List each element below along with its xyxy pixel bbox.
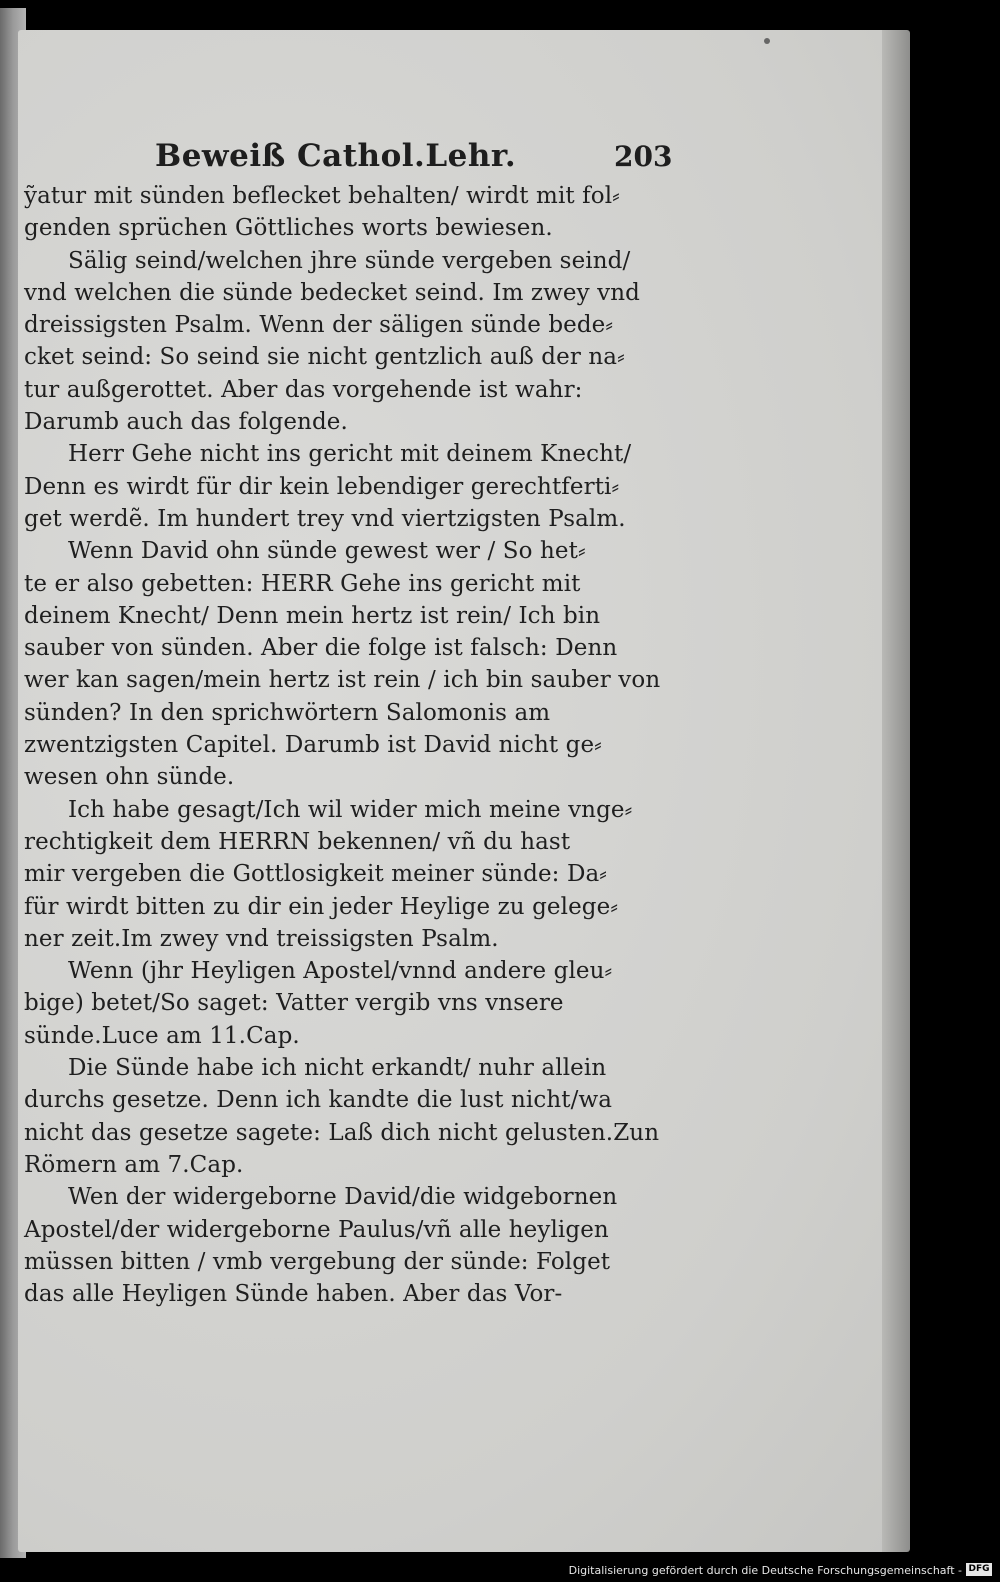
text-line: das alle Heyligen Sünde haben. Aber das Vor- [24,1281,563,1308]
text-line: Wen der widergeborne David/die widgebornen [68,1184,618,1211]
text-line: sünden? In den sprichwörtern Salomonis am [24,699,551,726]
text-line: Sälig seind/welchen jhre sünde vergeben seind/ [68,247,631,274]
text-line: ner zeit.Im zwey vnd treissigsten Psalm. [24,925,499,952]
text-line: ỹatur mit sünden beflecket behalten/ wirdt mit fol⸗ [24,183,620,209]
text-line: Ich habe gesagt/Ich wil wider mich meine vnge⸗ [68,796,633,823]
text-line: genden sprüchen Göttliches worts bewiesen. [24,215,553,242]
text-line: müssen bitten / vmb vergebung der sünde: Folget [24,1248,611,1275]
text-line: Apostel/der widergeborne Paulus/vñ alle heyligen [24,1216,609,1243]
text-line: sauber von sünden. Aber die folge ist falsch: Denn [24,635,618,662]
text-line: tur außgerottet. Aber das vorgehende ist wahr: [24,376,583,403]
text-line: cket seind: So seind sie nicht gentzlich auß der na⸗ [24,344,625,371]
text-line: nicht das gesetze sagete: Laß dich nicht gelusten.Zun [24,1119,660,1146]
text-line: te er also gebetten: HERR Gehe ins gericht mit [24,570,581,597]
text-line: Wenn (jhr Heyligen Apostel/vnnd andere gleu⸗ [68,958,613,985]
text-line: Denn es wirdt für dir kein lebendiger gerechtferti⸗ [24,473,620,500]
text-line: mir vergeben die Gottlosigkeit meiner sünde: Da⸗ [24,861,608,888]
body-text [24,180,684,1310]
text-line: Darumb auch das folgende. [24,409,348,436]
text-line: dreissigsten Psalm. Wenn der säligen sünde bede⸗ [24,312,614,339]
page-speck [764,38,770,44]
running-head: Beweiß Cathol.Lehr. [155,138,517,174]
text-line: durchs gesetze. Denn ich kandte die lust nicht/wa [24,1087,613,1114]
text-line: Römern am 7.Cap. [24,1151,244,1178]
text-line: wesen ohn sünde. [24,764,235,791]
text-line: zwentzigsten Capitel. Darumb ist David nicht ge⸗ [24,732,602,759]
text-line: deinem Knecht/ Denn mein hertz ist rein/ Ich bin [24,602,601,629]
text-line: bige) betet/So saget: Vatter vergib vns vnsere [24,990,564,1017]
page-number: 203 [614,140,673,173]
page-edge-shadow [882,30,910,1552]
text-line: für wirdt bitten zu dir ein jeder Heylige zu gelege⸗ [24,893,619,920]
text-line: Herr Gehe nicht ins gericht mit deinem Knecht/ [68,441,632,468]
text-line: get werdẽ. Im hundert trey vnd viertzigsten Psalm. [24,505,626,532]
text-line: Wenn David ohn sünde gewest wer / So het⸗ [68,538,586,565]
text-line: wer kan sagen/mein hertz ist rein / ich bin sauber von [24,667,661,694]
text-line: sünde.Luce am 11.Cap. [24,1022,300,1049]
dfg-logo: DFG [966,1563,992,1576]
text-line: Die Sünde habe ich nicht erkandt/ nuhr allein [68,1055,607,1082]
text-line: vnd welchen die sünde bedecket seind. Im zwey vnd [24,279,640,306]
dfg-credit: Digitalisierung gefördert durch die Deutsche Forschungsgemeinschaft - [568,1564,962,1577]
text-line: rechtigkeit dem HERRN bekennen/ vñ du hast [24,828,571,855]
